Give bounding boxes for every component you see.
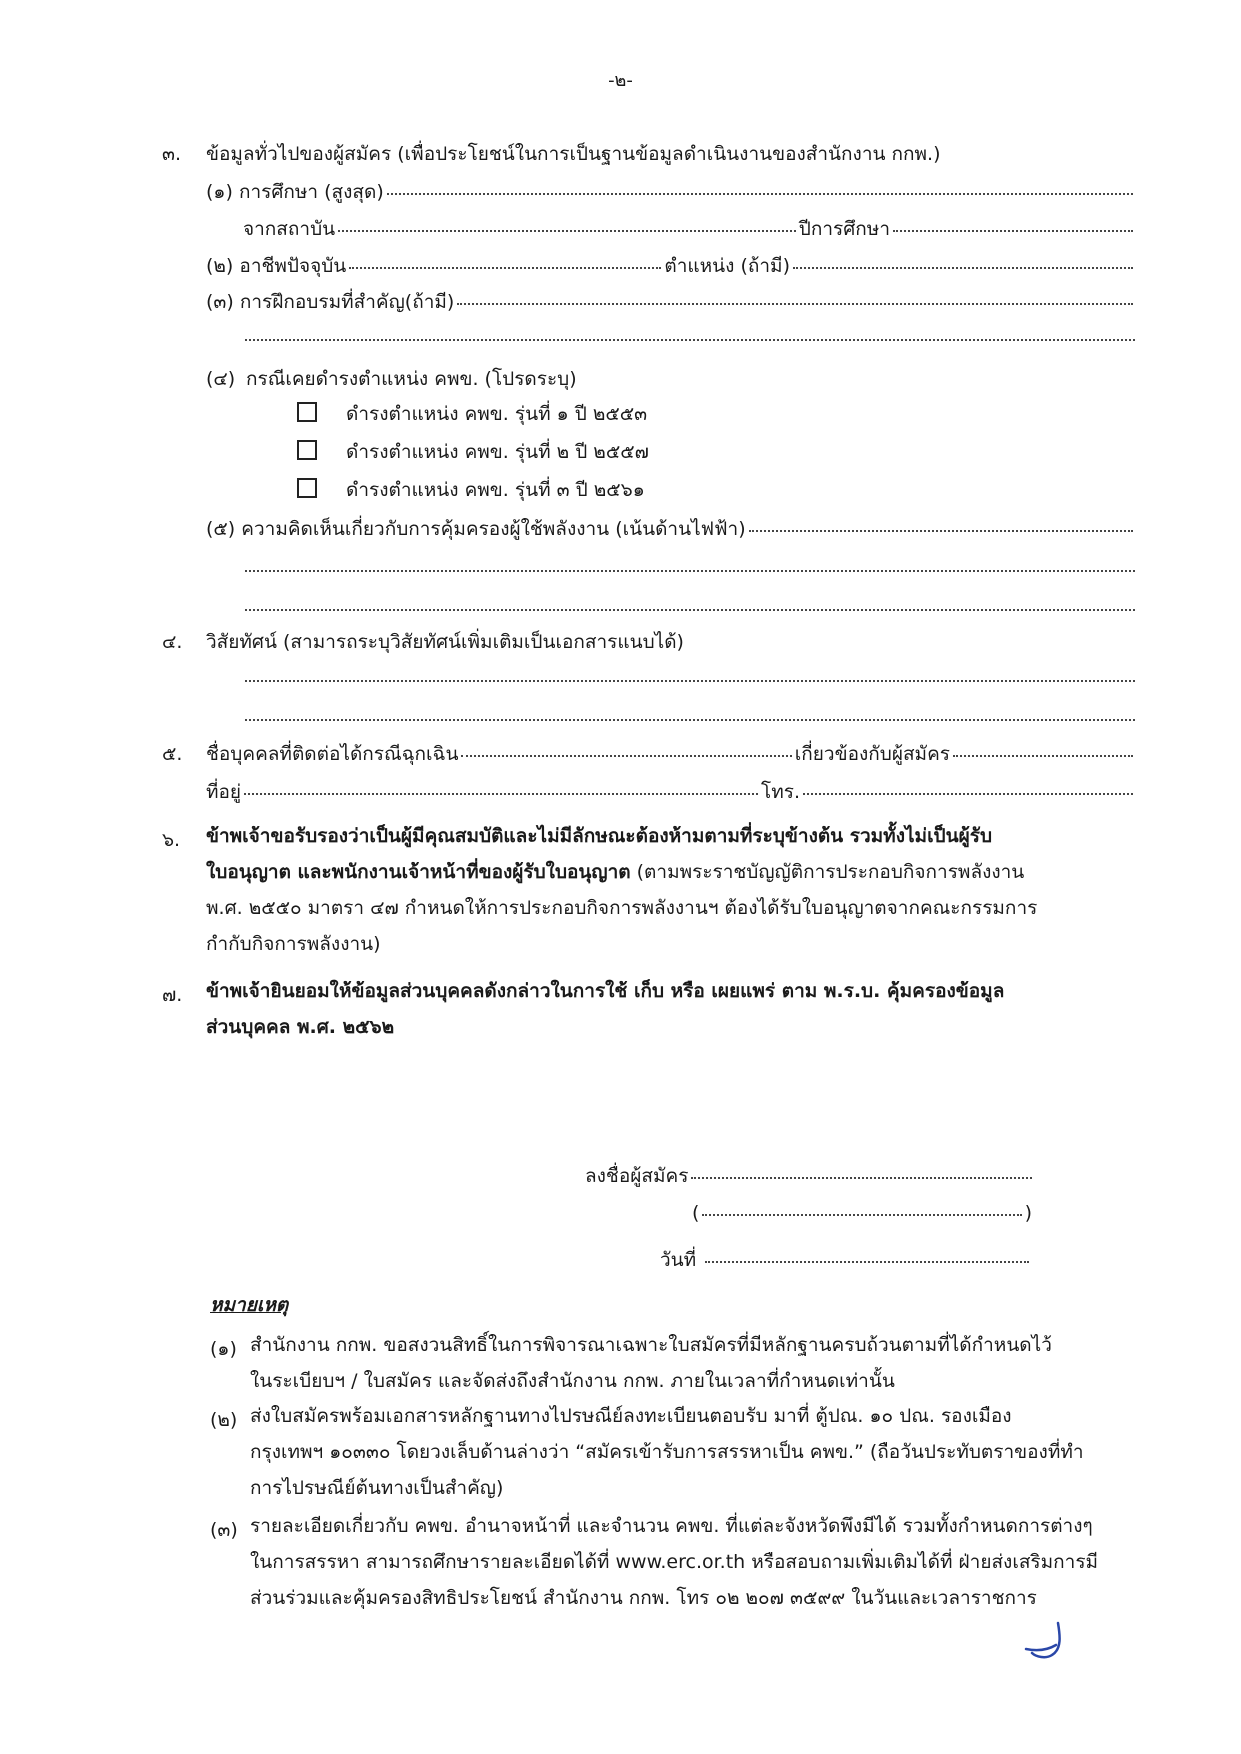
section6-line-2-bold: ใบอนุญาต และพนักงานเจ้าหน้าที่ของผู้รับใบอนุญาต: [206, 861, 631, 883]
printed-name-field[interactable]: [702, 1214, 1021, 1216]
prior-position-label: กรณีเคยดำรงตำแหน่ง คพข. (โปรดระบุ): [246, 368, 577, 390]
address-field[interactable]: [244, 793, 758, 795]
section6-line-2: (ตามพระราชบัญญัติการประกอบกิจการพลังงาน: [630, 861, 1025, 883]
occupation-row: [206, 257, 1136, 276]
education-number: (๑): [206, 181, 233, 203]
section3-heading: ข้อมูลทั่วไปของผู้สมัคร (เพื่อประโยชน์ในการเป็นฐานข้อมูลดำเนินงานของสำนักงาน กกพ.): [206, 143, 941, 165]
checkbox-term-2[interactable]: [297, 440, 317, 460]
note-2-line-3: การไปรษณีย์ต้นทางเป็นสำคัญ): [250, 1477, 504, 1499]
institution-row: [243, 220, 1136, 239]
note-2-line-2: กรุงเทพฯ ๑๐๓๓๐ โดยวงเล็บด้านล่างว่า “สมัครเข้ารับการสรรหาเป็น คพข.” (ถือวันประทับตราของที่ทำ: [250, 1441, 1084, 1463]
page-number: -๒-: [608, 70, 633, 91]
note-1-text: [250, 1327, 1145, 1399]
checkbox-term-1[interactable]: [297, 402, 317, 422]
phone-field[interactable]: [803, 793, 1133, 795]
note-2-number: (๒): [210, 1409, 238, 1431]
relation-label: เกี่ยวข้องกับผู้สมัคร: [794, 743, 950, 765]
handwritten-initial-mark: [1022, 1615, 1092, 1665]
signature-label: ลงชื่อผู้สมัคร: [585, 1165, 689, 1187]
note-3-number: (๓): [210, 1519, 238, 1541]
institution-label: จากสถาบัน: [243, 218, 336, 240]
address-row: [206, 783, 1136, 802]
section7-text: [206, 973, 1141, 1045]
section6-line-1: ข้าพเจ้าขอรับรองว่าเป็นผู้มีคุณสมบัติและไม่มีลักษณะต้องห้ามตามที่ระบุข้างต้น รวมทั้งไม่เป็นผู้รับ: [206, 825, 993, 847]
note-1-number: (๑): [210, 1338, 237, 1360]
section7-line-2: ส่วนบุคคล พ.ศ. ๒๕๖๒: [206, 1016, 395, 1038]
note-3-text: [250, 1508, 1145, 1616]
education-field[interactable]: [387, 193, 1133, 195]
academic-year-label: ปีการศึกษา: [798, 218, 890, 240]
printed-name-row: [692, 1204, 1032, 1223]
education-row: [206, 183, 1136, 202]
occupation-label: อาชีพปัจจุบัน: [239, 255, 347, 277]
training-field[interactable]: [457, 303, 1133, 305]
institution-field[interactable]: [338, 230, 796, 232]
opinion-number: (๕): [206, 518, 236, 540]
vision-field-line-1[interactable]: [245, 680, 1135, 682]
opinion-field-line-3[interactable]: [245, 609, 1135, 611]
date-field[interactable]: [705, 1261, 1029, 1263]
note-3-line-1: รายละเอียดเกี่ยวกับ คพข. อำนาจหน้าที่ และจำนวน คพข. ที่แต่ละจังหวัดพึงมีได้ รวมทั้งกำหนดการต่างๆ: [250, 1515, 1093, 1537]
option-term-1: ดำรงตำแหน่ง คพข. รุ่นที่ ๑ ปี ๒๕๕๓: [346, 403, 648, 425]
position-field[interactable]: [793, 267, 1133, 269]
section5-number: ๕.: [162, 743, 183, 765]
opinion-field-line-2[interactable]: [245, 570, 1135, 572]
education-label: การศึกษา (สูงสุด): [238, 181, 384, 203]
occupation-field[interactable]: [349, 267, 661, 269]
contact-field[interactable]: [461, 755, 791, 757]
section6-line-4: กำกับกิจการพลังงาน): [206, 933, 381, 955]
training-row: [206, 293, 1136, 312]
relation-field[interactable]: [953, 755, 1133, 757]
note-1-line-2: ในระเบียบฯ / ใบสมัคร และจัดส่งถึงสำนักงาน กกพ. ภายในเวลาที่กำหนดเท่านั้น: [250, 1370, 895, 1392]
signature-field[interactable]: [691, 1177, 1032, 1179]
occupation-number: (๒): [206, 255, 234, 277]
option-term-2: ดำรงตำแหน่ง คพข. รุ่นที่ ๒ ปี ๒๕๕๗: [346, 441, 649, 463]
training-label: การฝึกอบรมที่สำคัญ(ถ้ามี): [239, 291, 455, 313]
date-row: [660, 1251, 1032, 1270]
address-label: ที่อยู่: [206, 781, 242, 803]
date-label: วันที่: [660, 1249, 697, 1271]
vision-field-line-2[interactable]: [245, 719, 1135, 721]
checkbox-term-3[interactable]: [297, 478, 317, 498]
opinion-label: ความคิดเห็นเกี่ยวกับการคุ้มครองผู้ใช้พลังงาน (เน้นด้านไฟฟ้า): [241, 518, 746, 540]
section6-line-3: พ.ศ. ๒๕๕๐ มาตรา ๔๗ กำหนดให้การประกอบกิจการพลังงานฯ ต้องได้รับใบอนุญาตจากคณะกรรมการ: [206, 897, 1038, 919]
notes-title: หมายเหตุ: [210, 1294, 289, 1316]
section4-number: ๔.: [162, 631, 183, 653]
phone-label: โทร.: [761, 781, 800, 803]
contact-row: [206, 745, 1136, 764]
note-2-line-1: ส่งใบสมัครพร้อมเอกสารหลักฐานทางไปรษณีย์ลงทะเบียนตอบรับ มาที่ ตู้ปณ. ๑๐ ปณ. รองเมือง: [250, 1405, 1012, 1427]
prior-position-number: (๔): [206, 368, 236, 390]
note-3-line-2: ในการสรรหา สามารถศึกษารายละเอียดได้ที่ www.erc.or.th หรือสอบถามเพิ่มเติมได้ที่ ฝ่ายส่งเสริมการมี: [250, 1551, 1099, 1573]
note-1-line-1: สำนักงาน กกพ. ขอสงวนสิทธิ์ในการพิจารณาเฉพาะใบสมัครที่มีหลักฐานครบถ้วนตามที่ได้กำหนดไว้: [250, 1334, 1052, 1356]
section7-number: ๗.: [162, 984, 183, 1006]
section6-number: ๖.: [162, 829, 181, 851]
training-number: (๓): [206, 291, 234, 313]
note-2-text: [250, 1398, 1145, 1506]
option-term-3: ดำรงตำแหน่ง คพข. รุ่นที่ ๓ ปี ๒๕๖๑: [346, 479, 645, 501]
opinion-row: [206, 520, 1136, 539]
signature-row: [585, 1167, 1035, 1186]
note-3-line-3: ส่วนร่วมและคุ้มครองสิทธิประโยชน์ สำนักงาน กกพ. โทร ๐๒ ๒๐๗ ๓๕๙๙ ในวันและเวลาราชการ: [250, 1587, 1037, 1609]
section3-number: ๓.: [162, 143, 182, 165]
opinion-field[interactable]: [749, 530, 1133, 532]
training-field-line-2[interactable]: [245, 339, 1135, 341]
position-label: ตำแหน่ง (ถ้ามี): [664, 255, 790, 277]
academic-year-field[interactable]: [893, 230, 1133, 232]
paren-open: (: [692, 1202, 700, 1224]
contact-label: ชื่อบุคคลที่ติดต่อได้กรณีฉุกเฉิน: [206, 743, 459, 765]
paren-close: ): [1024, 1202, 1032, 1224]
section4-heading: วิสัยทัศน์ (สามารถระบุวิสัยทัศน์เพิ่มเติมเป็นเอกสารแนบได้): [206, 631, 684, 653]
section7-line-1: ข้าพเจ้ายินยอมให้ข้อมูลส่วนบุคคลดังกล่าวในการใช้ เก็บ หรือ เผยแพร่ ตาม พ.ร.บ. คุ้มครองข้อมูล: [206, 980, 1005, 1002]
section6-text: [206, 818, 1141, 962]
